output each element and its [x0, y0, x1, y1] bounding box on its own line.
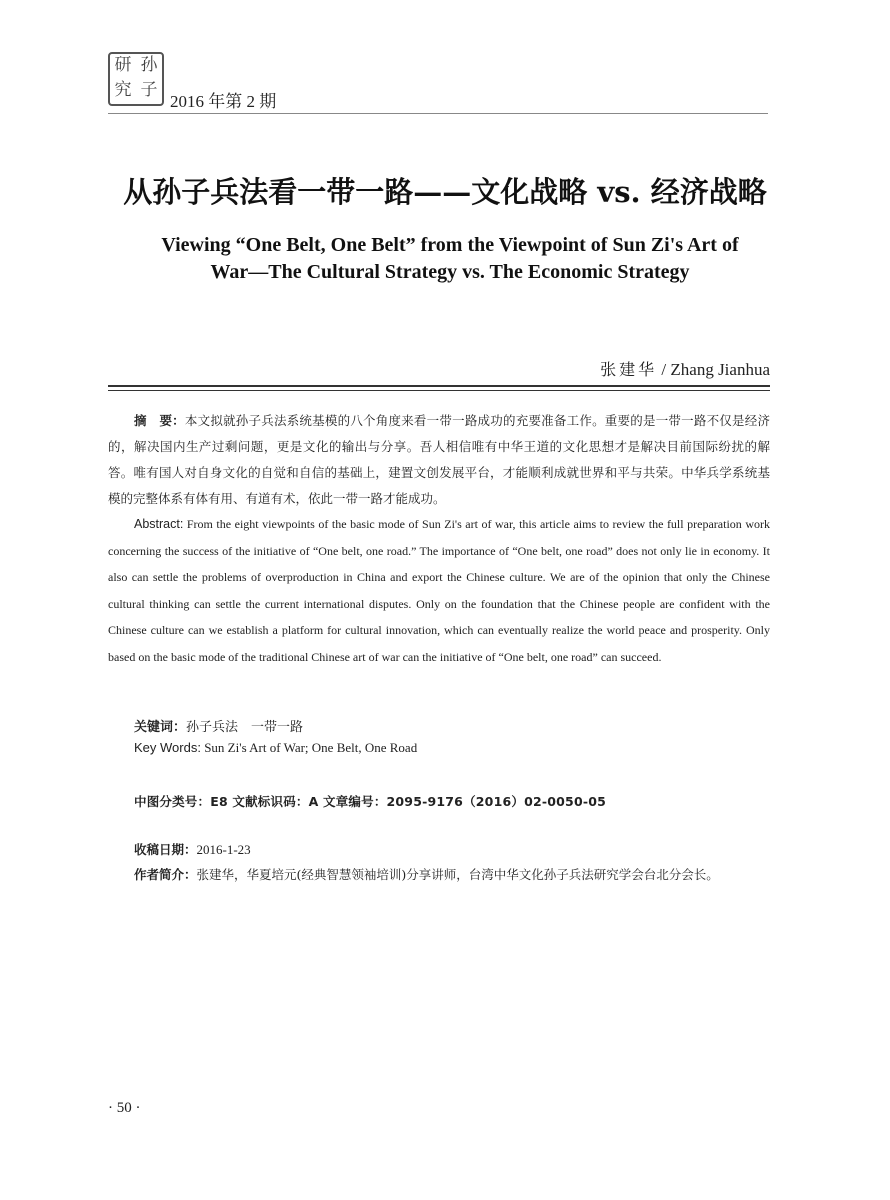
abstract-chinese	[108, 408, 770, 512]
logo-char: 子	[140, 80, 158, 100]
classification-line: 中图分类号：E8 文献标识码：A 文章编号：2095-9176（2016）02-0050-05	[134, 794, 607, 809]
author-separator: /	[657, 360, 671, 379]
abstract-english-text: From the eight viewpoints of the basic mode of Sun Zi's art of war, this article aims to review the full preparation work concerning the success of the initiative of “One belt, one road.” The importance of “One belt, one road” does not only lie in economy. It also can settle the problems of overproduction in China and export the Chinese culture. We are of the opinion that only the Chinese cultural thinking can settle the current international disputes. Only on the foundation that the Chinese people are confident with the Chinese culture can we establish a platform for cultural innovation, which can eventually realize the world peace and prosperity. Only based on the basic mode of the traditional Chinese art of war can the initiative of “One belt, one road” can succeed.	[108, 517, 770, 664]
abstract-english-label: Abstract:	[134, 517, 184, 531]
title-english-line-1: Viewing “One Belt, One Belt” from the Viewpoint of Sun Zi's Art of	[161, 234, 739, 256]
keywords-english	[134, 740, 417, 756]
author-divider-thick	[108, 385, 770, 387]
keywords-english-text: Sun Zi's Art of War; One Belt, One Road	[200, 740, 418, 755]
keywords-chinese-label: 关键词：	[134, 720, 187, 735]
abstract-chinese-label: 摘 要：	[134, 413, 185, 428]
keywords-chinese	[134, 716, 303, 735]
abstract-english	[108, 511, 770, 670]
logo-char: 孙	[140, 55, 158, 75]
keywords-english-label: Key Words:	[134, 740, 201, 755]
header-divider	[108, 113, 768, 114]
author-bio-text: 张建华，华夏培元(经典智慧领袖培训)分享讲师，台湾中华文化孙子兵法研究学会台北分会长。	[196, 867, 719, 882]
abstract-chinese-text: 本文拟就孙子兵法系统基模的八个角度来看一带一路成功的充要准备工作。重要的是一带一路不仅是经济的，解决国内生产过剩问题，更是文化的输出与分享。吾人相信唯有中华王道的文化思想才是解决目前国际纷扰的解答。唯有国人对自身文化的自觉和自信的基础上，建置文创发展平台，才能顺利成就世界和平与共荣。中华兵学系统基模的完整体系有体有用、有道有术，依此一带一路才能成功。	[108, 413, 770, 506]
title-english-line-2: War—The Cultural Strategy vs. The Economic Strategy	[210, 261, 690, 283]
author-line	[600, 357, 770, 380]
author-divider-thin	[108, 390, 770, 391]
journal-logo	[108, 52, 164, 106]
received-date-text: 2016-1-23	[196, 842, 251, 857]
received-date	[134, 840, 251, 858]
page-number: · 50 ·	[108, 1100, 141, 1116]
author-name-chinese: 张建华	[600, 360, 658, 379]
author-bio	[108, 862, 770, 888]
title-english	[100, 232, 800, 286]
logo-char: 究	[114, 80, 132, 100]
title-chinese: 从孙子兵法看一带一路——文化战略 vs. 经济战略	[123, 175, 767, 209]
received-date-label: 收稿日期：	[134, 842, 197, 857]
author-name-english: Zhang Jianhua	[670, 360, 770, 379]
author-bio-label: 作者简介：	[134, 867, 197, 882]
issue-label: 2016 年第 2 期	[170, 92, 277, 111]
keywords-chinese-text: 孙子兵法 一带一路	[186, 720, 304, 735]
logo-char: 研	[114, 55, 132, 75]
